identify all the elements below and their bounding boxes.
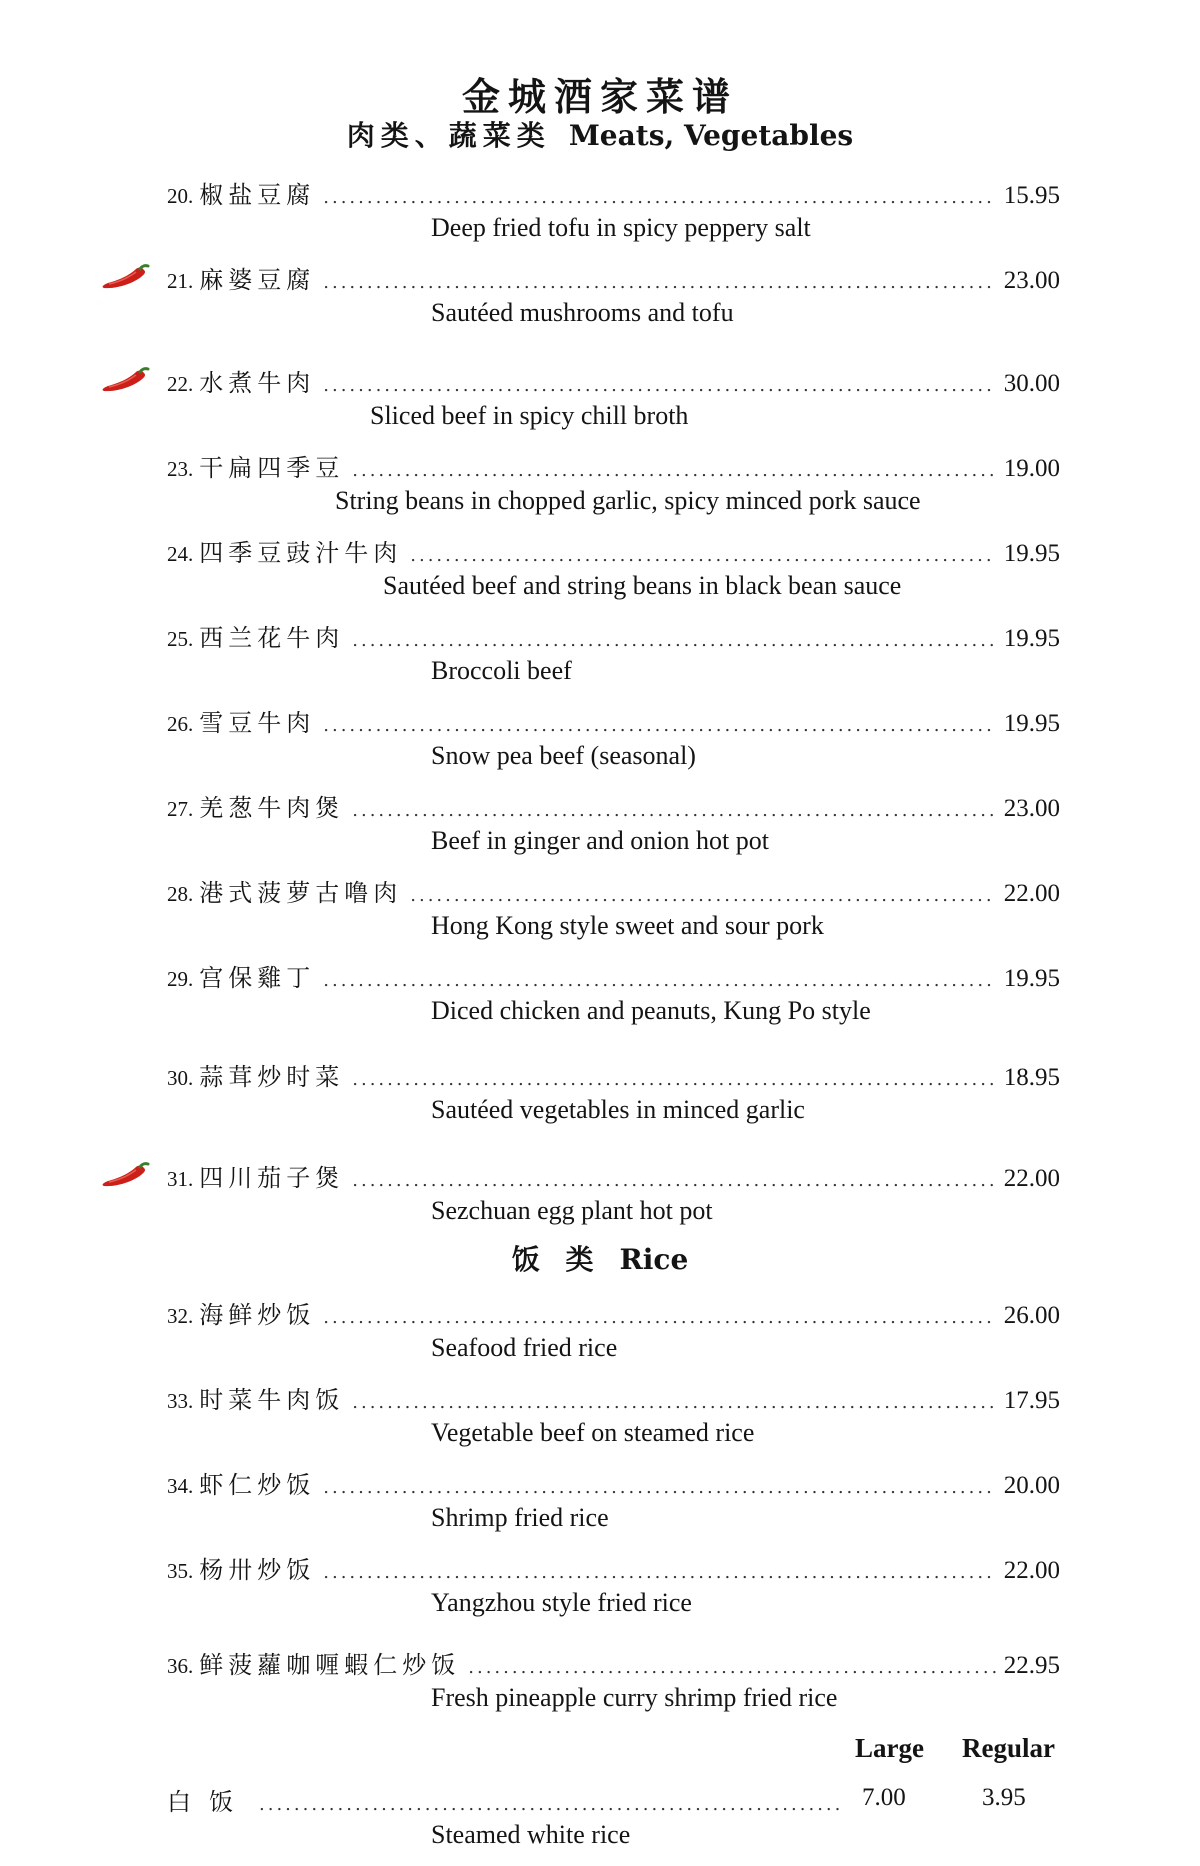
item-description: Deep fried tofu in spicy peppery salt bbox=[431, 213, 811, 242]
item-name-zh: 椒盐豆腐 bbox=[199, 181, 316, 209]
item-name-zh: 麻婆豆腐 bbox=[199, 266, 316, 294]
item-number: 21. bbox=[167, 269, 194, 293]
dot-leader bbox=[352, 1392, 996, 1413]
item-description: Vegetable beef on steamed rice bbox=[431, 1418, 755, 1447]
dot-leader bbox=[352, 630, 996, 651]
item-number: 31. bbox=[167, 1167, 194, 1191]
item-price: 19.95 bbox=[1003, 625, 1060, 652]
item-price: 19.00 bbox=[1003, 455, 1060, 482]
menu-item-line bbox=[167, 618, 1060, 652]
dot-leader bbox=[352, 800, 996, 821]
section-heading-meats-en: Meats, Vegetables bbox=[568, 119, 854, 152]
item-price: 19.95 bbox=[1003, 965, 1060, 992]
dot-leader bbox=[323, 272, 996, 293]
item-price: 15.95 bbox=[1003, 182, 1060, 209]
item-description: Sautéed vegetables in minced garlic bbox=[431, 1095, 805, 1124]
item-name-zh: 蒜茸炒时菜 bbox=[199, 1063, 345, 1091]
white-rice-row bbox=[167, 1782, 1060, 1816]
item-description: Sautéed beef and string beans in black bean sauce bbox=[383, 571, 902, 600]
item-number: 22. bbox=[167, 372, 194, 396]
item-description: Sliced beef in spicy chill broth bbox=[370, 401, 689, 430]
item-description: Hong Kong style sweet and sour pork bbox=[431, 911, 824, 940]
dot-leader bbox=[410, 545, 996, 566]
dot-leader bbox=[323, 970, 996, 991]
menu-item-line bbox=[167, 1158, 1060, 1192]
menu-item-line bbox=[167, 175, 1060, 209]
item-description: Beef in ginger and onion hot pot bbox=[431, 826, 769, 855]
item-number: 23. bbox=[167, 457, 194, 481]
size-header-large: Large bbox=[855, 1733, 924, 1763]
size-header-regular: Regular bbox=[962, 1733, 1055, 1763]
item-name-zh: 虾仁炒饭 bbox=[199, 1471, 316, 1499]
item-number: 28. bbox=[167, 882, 194, 906]
item-price: 19.95 bbox=[1003, 710, 1060, 737]
item-name-zh: 宫保雞丁 bbox=[199, 964, 316, 992]
item-price: 22.00 bbox=[1003, 880, 1060, 907]
item-name-zh: 干扁四季豆 bbox=[199, 454, 345, 482]
item-number: 24. bbox=[167, 542, 194, 566]
menu-item-line bbox=[167, 260, 1060, 294]
section-heading-rice bbox=[0, 1238, 1200, 1278]
item-name-zh: 杨卅炒饭 bbox=[199, 1556, 316, 1584]
item-number: 36. bbox=[167, 1654, 194, 1678]
dot-leader bbox=[323, 1562, 996, 1583]
dot-leader bbox=[323, 375, 996, 396]
item-description: Snow pea beef (seasonal) bbox=[431, 741, 696, 770]
white-rice-price-large: 7.00 bbox=[862, 1784, 906, 1811]
item-name-zh: 四季豆豉汁牛肉 bbox=[199, 539, 403, 567]
item-number: 29. bbox=[167, 967, 194, 991]
item-number: 30. bbox=[167, 1066, 194, 1090]
item-price: 17.95 bbox=[1003, 1387, 1060, 1414]
menu-item-line bbox=[167, 533, 1060, 567]
item-name-zh: 四川茄子煲 bbox=[199, 1164, 345, 1192]
item-price: 22.00 bbox=[1003, 1557, 1060, 1584]
item-price: 23.00 bbox=[1003, 267, 1060, 294]
menu-item-line bbox=[167, 788, 1060, 822]
item-number: 33. bbox=[167, 1389, 194, 1413]
item-price: 19.95 bbox=[1003, 540, 1060, 567]
chili-pepper-icon bbox=[98, 264, 150, 294]
dot-leader bbox=[468, 1657, 996, 1678]
item-number: 34. bbox=[167, 1474, 194, 1498]
menu-item-line bbox=[167, 1057, 1060, 1091]
item-price: 26.00 bbox=[1003, 1302, 1060, 1329]
dot-leader bbox=[323, 1307, 996, 1328]
menu-item-line bbox=[167, 1645, 1060, 1679]
item-number: 27. bbox=[167, 797, 194, 821]
chili-pepper-icon bbox=[98, 367, 150, 397]
item-description: Fresh pineapple curry shrimp fried rice bbox=[431, 1683, 838, 1712]
item-number: 32. bbox=[167, 1304, 194, 1328]
item-description: Shrimp fried rice bbox=[431, 1503, 609, 1532]
item-name-zh: 西兰花牛肉 bbox=[199, 624, 345, 652]
item-price: 23.00 bbox=[1003, 795, 1060, 822]
dot-leader bbox=[352, 1069, 996, 1090]
item-description: Diced chicken and peanuts, Kung Po style bbox=[431, 996, 871, 1025]
section-heading-rice-zh: 饭 类 bbox=[511, 1243, 602, 1276]
item-name-zh: 时菜牛肉饭 bbox=[199, 1386, 345, 1414]
dot-leader bbox=[410, 885, 996, 906]
item-description: String beans in chopped garlic, spicy minced pork sauce bbox=[335, 486, 921, 515]
item-description: Sautéed mushrooms and tofu bbox=[431, 298, 734, 327]
white-rice-description: Steamed white rice bbox=[431, 1820, 631, 1849]
item-description: Seafood fried rice bbox=[431, 1333, 618, 1362]
item-price: 22.95 bbox=[1003, 1652, 1060, 1679]
dot-leader bbox=[323, 187, 996, 208]
item-name-zh: 水煮牛肉 bbox=[199, 369, 316, 397]
item-price: 30.00 bbox=[1003, 370, 1060, 397]
item-name-zh: 雪豆牛肉 bbox=[199, 709, 316, 737]
item-description: Yangzhou style fried rice bbox=[431, 1588, 692, 1617]
item-price: 20.00 bbox=[1003, 1472, 1060, 1499]
white-rice-price-regular: 3.95 bbox=[982, 1784, 1026, 1811]
item-name-zh: 鲜菠蘿咖喱蝦仁炒饭 bbox=[199, 1651, 461, 1679]
white-rice-name: 白饭 bbox=[167, 1788, 251, 1816]
menu-item-line bbox=[167, 873, 1060, 907]
section-heading-meats bbox=[0, 114, 1200, 154]
dot-leader bbox=[352, 460, 996, 481]
menu-item-line bbox=[167, 1295, 1060, 1329]
page-title: 金城酒家菜谱 bbox=[461, 74, 738, 119]
menu-item-line bbox=[167, 958, 1060, 992]
menu-item-line bbox=[167, 1550, 1060, 1584]
item-number: 26. bbox=[167, 712, 194, 736]
dot-leader bbox=[323, 1477, 996, 1498]
item-number: 35. bbox=[167, 1559, 194, 1583]
menu-item-line bbox=[167, 448, 1060, 482]
section-heading-meats-zh: 肉类、蔬菜类 bbox=[346, 119, 551, 152]
item-name-zh: 羌葱牛肉煲 bbox=[199, 794, 345, 822]
menu-item-line bbox=[167, 363, 1060, 397]
dot-leader bbox=[259, 1794, 844, 1815]
item-price: 18.95 bbox=[1003, 1064, 1060, 1091]
menu-item-line bbox=[167, 703, 1060, 737]
section-heading-rice-en: Rice bbox=[619, 1243, 689, 1276]
item-name-zh: 港式菠萝古噜肉 bbox=[199, 879, 403, 907]
menu-item-line bbox=[167, 1380, 1060, 1414]
item-name-zh: 海鲜炒饭 bbox=[199, 1301, 316, 1329]
dot-leader bbox=[323, 715, 996, 736]
chili-pepper-icon bbox=[98, 1162, 150, 1192]
item-description: Broccoli beef bbox=[431, 656, 572, 685]
item-description: Sezchuan egg plant hot pot bbox=[431, 1196, 713, 1225]
menu-item-line bbox=[167, 1465, 1060, 1499]
item-price: 22.00 bbox=[1003, 1165, 1060, 1192]
item-number: 25. bbox=[167, 627, 194, 651]
item-number: 20. bbox=[167, 184, 194, 208]
dot-leader bbox=[352, 1170, 996, 1191]
